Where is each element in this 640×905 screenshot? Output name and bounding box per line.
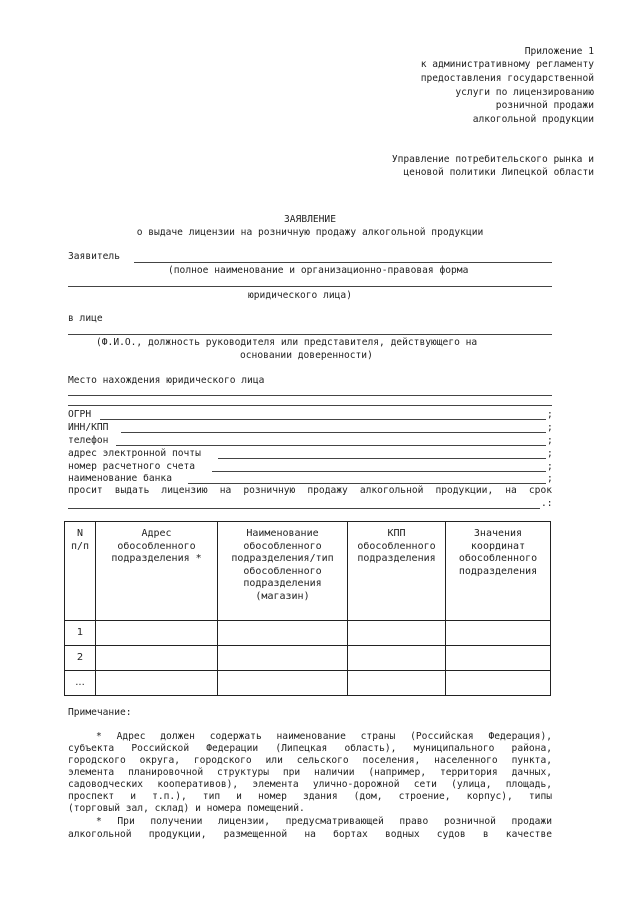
person-hint: (Ф.И.О., должность руководителя или представителя, действующего на [96,337,478,348]
email-end: ; [547,448,553,459]
cell-address[interactable] [96,621,218,646]
account-label: номер расчетного счета [68,461,196,472]
phone-end: ; [547,435,553,446]
appendix-line: розничной продажи [495,100,594,111]
applicant-hint-2: юридического лица) [248,290,352,301]
note-line: * Адрес должен содержать наименование страны (Российская Федерация), [96,731,552,742]
request-text: просит выдать лицензию на розничную продажу алкогольной продукции, на срок [68,485,552,496]
cell-kpp[interactable] [348,646,446,671]
note-line: субъекта Российской Федерации (Липецкая область), муниципального района, [68,743,552,754]
applicant-label: Заявитель [68,251,120,262]
account-field[interactable] [212,471,546,472]
cell-kpp[interactable] [348,621,446,646]
appendix-line: алкогольной продукции [472,114,594,125]
note-line: * При получении лицензии, предусматривающей право розничной продажи [96,816,552,827]
email-label: адрес электронной почты [68,448,201,459]
cell-coordinates[interactable] [446,671,551,696]
note-line: городского округа, городского или сельского поселения, населенного пункта, [68,755,552,766]
table-row [65,671,551,696]
inn-kpp-end: ; [547,422,553,433]
applicant-field[interactable] [134,262,552,263]
appendix-line: предоставления государственной [420,73,594,84]
table-header-row [65,522,551,621]
header-name-type: Наименование обособленного подразделения/тип обособленного подразделения (магазин) [218,522,348,621]
header-number: N п/п [65,522,96,621]
phone-label: телефон [68,435,109,446]
bank-label: наименование банка [68,473,172,484]
cell-name-type[interactable] [218,621,348,646]
cell-coordinates[interactable] [446,621,551,646]
location-field-line2[interactable] [68,405,552,406]
row-number: 1 [65,621,96,646]
note-line: садоводческих кооперативов), элемента улично-дорожной сети (улица, площадь, [68,779,552,790]
cell-address[interactable] [96,646,218,671]
document-title: ЗАЯВЛЕНИЕ [284,214,336,225]
header-coordinates: Значения координат обособленного подразделения [446,522,551,621]
email-field[interactable] [218,458,546,459]
addressee-line: Управление потребительского рынка и [391,154,594,165]
request-end: .: [541,498,553,509]
appendix-line: Приложение 1 [524,46,594,57]
bank-end: ; [547,473,553,484]
ogrn-field[interactable] [100,419,546,420]
table-row [65,646,551,671]
cell-coordinates[interactable] [446,646,551,671]
location-field[interactable] [68,395,552,396]
applicant-field-line2[interactable] [68,286,552,287]
cell-address[interactable] [96,671,218,696]
note-title: Примечание: [68,707,132,718]
account-end: ; [547,461,553,472]
appendix-line: услуги по лицензированию [455,87,594,98]
header-address: Адрес обособленного подразделения * [96,522,218,621]
subdivisions-table [64,521,551,696]
appendix-line: к административному регламенту [420,59,594,70]
note-line: алкогольной продукции, размещенной на бортах водных судов в качестве [68,829,552,840]
row-number: ... [65,671,96,696]
ogrn-end: ; [547,409,553,420]
table-row [65,621,551,646]
ogrn-label: ОГРН [68,409,92,420]
cell-kpp[interactable] [348,671,446,696]
document-subtitle: о выдаче лицензии на розничную продажу алкогольной продукции [136,227,484,238]
term-field[interactable] [68,508,540,509]
note-line: проспект и т.п.), тип и номер здания (дом, строение, корпус), типы [68,791,552,802]
applicant-hint: (полное наименование и организационно-правовая форма [168,265,469,276]
row-number: 2 [65,646,96,671]
person-hint-2: основании доверенности) [240,350,373,361]
inn-kpp-label: ИНН/КПП [68,422,109,433]
phone-field[interactable] [116,445,546,446]
cell-name-type[interactable] [218,671,348,696]
person-label: в лице [68,313,103,324]
header-kpp: КПП обособленного подразделения [348,522,446,621]
note-line: элемента планировочной структуры при наличии (например, территория дачных, [68,767,552,778]
cell-name-type[interactable] [218,646,348,671]
note-line: (торговый зал, склад) и номера помещений. [68,803,305,814]
location-label: Место нахождения юридического лица [68,375,265,386]
addressee-line: ценовой политики Липецкой области [403,167,594,178]
inn-kpp-field[interactable] [121,432,546,433]
person-field[interactable] [68,334,552,335]
